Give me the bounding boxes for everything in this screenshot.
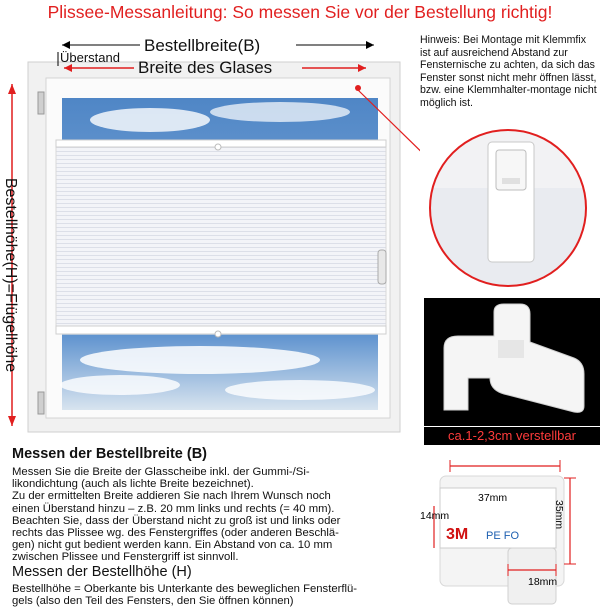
- dim-width-label: 37mm: [478, 492, 508, 504]
- section-height-text: [12, 583, 414, 607]
- dim-bottom-label: 18mm: [528, 576, 558, 588]
- text-line: einen Überstand hinzu – z.B. 20 mm links und rechts (= 40 mm).: [12, 502, 335, 515]
- pleated-blind: [56, 142, 386, 332]
- order-height-label: Bestellhöhe(H)=Flügelhöhe: [2, 177, 19, 373]
- section-height-heading: Messen der Bestellhöhe (H): [12, 564, 192, 580]
- section-width-heading: Messen der Bestellbreite (B): [12, 446, 208, 462]
- clip-photo: [424, 298, 600, 426]
- dim-height-label: 35mm: [553, 500, 565, 530]
- text-line: gels (also den Teil des Fensters, den Sie öffnen können): [12, 595, 294, 608]
- text-line: zwischen Plissee und Fenstergriff ist sinnvoll.: [12, 551, 239, 564]
- text-line: likondichtung (auch als lichte Breite bezeichnet).: [12, 478, 254, 491]
- window-handle: [378, 250, 386, 284]
- tape-text: PE FO: [486, 530, 520, 542]
- page-title: Plissee-Messanleitung: So messen Sie vor der Bestellung richtig!: [47, 2, 553, 22]
- text-line: rechts das Plissee wg. des Fenstergriffes (oder anderen Beschlä-: [12, 527, 339, 540]
- text-line: Bestellhöhe = Oberkante bis Unterkante des beweglichen Fensterflü-: [12, 583, 358, 595]
- text-line: Beachten Sie, dass der Überstand nicht zu groß ist und links oder: [12, 514, 341, 527]
- adjustable-range-label: ca.1-2,3cm verstellbar: [424, 427, 600, 445]
- clip-zoom-circle: [418, 128, 600, 288]
- section-width-text: [12, 466, 414, 564]
- tape-brand-logo: 3M: [446, 526, 469, 543]
- glass-width-label: Breite des Glases: [138, 58, 273, 77]
- hint-text: Hinweis: Bei Montage mit Klemmfix ist auf ausreichend Abstand zur Fensternische zu achten, da sich das Fenster sonst nicht mehr öffnen lässt, bzw. eine Klemmhalter-montage nicht möglich ist.: [420, 34, 597, 109]
- overhang-label: Überstand: [60, 50, 120, 65]
- text-line: Messen Sie die Breite der Glasscheibe inkl. der Gummi-/Si-: [12, 466, 310, 478]
- order-width-label: Bestellbreite(B): [144, 36, 261, 55]
- dim-left-label: 14mm: [420, 510, 450, 522]
- text-line: gen) nicht gut bedient werden kann. Ein Abstand von ca. 10 mm: [12, 539, 333, 552]
- text-line: Zu der ermittelten Breite addieren Sie nach Ihrem Wunsch noch: [12, 490, 331, 503]
